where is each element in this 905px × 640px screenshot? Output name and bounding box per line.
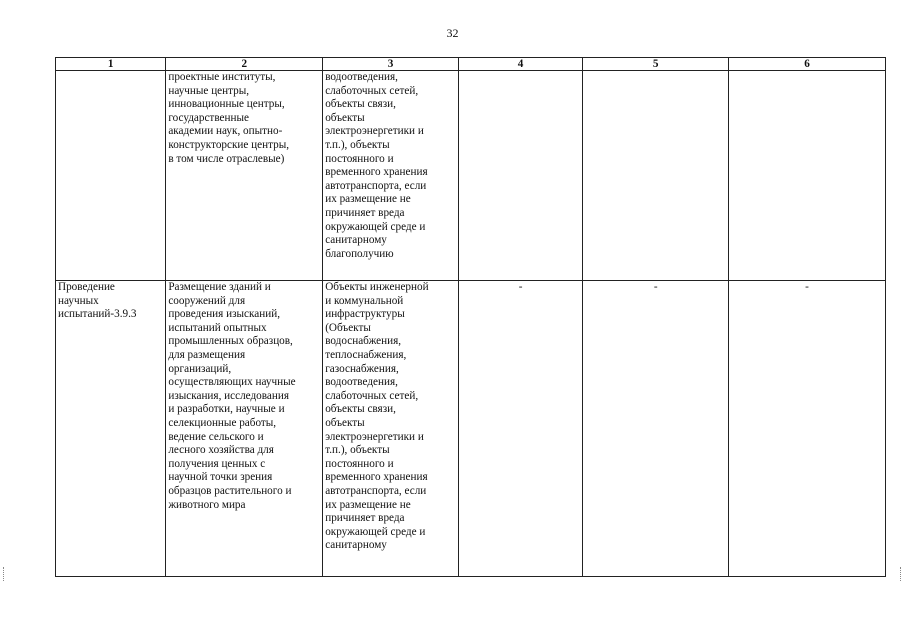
column-header: 1	[56, 58, 166, 71]
table-header-row	[56, 58, 886, 71]
table-cell: проектные институты, научные центры, инновационные центры, государственные академии наук, опытно- конструкторские центры, в том числе отраслевые)	[166, 71, 323, 281]
zoning-table	[55, 57, 886, 577]
table-cell: -	[729, 281, 886, 577]
scan-margin-mark	[900, 567, 903, 581]
table-row	[56, 71, 886, 281]
page-number: 32	[446, 26, 459, 40]
table-cell: Размещение зданий и сооружений для проведения изысканий, испытаний опытных промышленных образцов, для размещения организаций, осуществляющих научные изыскания, исследования и разработки, научные и селекционные работы, ведение сельского и лесного хозяйства для получения ценных с научной точки зрения образцов растительного и животного мира	[166, 281, 323, 577]
table-cell: Объекты инженерной и коммунальной инфраструктуры (Объекты водоснабжения, теплоснабжения, газоснабжения, водоотведения, слаботочных сетей, объекты связи, объекты электроэнергетики и т.п.), объекты постоянного и временного хранения автотранспорта, если их размещение не причиняет вреда окружающей среде и санитарному	[323, 281, 459, 577]
table-row	[56, 281, 886, 577]
table-cell	[56, 71, 166, 281]
column-header: 3	[323, 58, 459, 71]
column-header: 2	[166, 58, 323, 71]
column-header: 6	[729, 58, 886, 71]
column-header: 4	[458, 58, 583, 71]
table-cell: Проведение научных испытаний-3.9.3	[56, 281, 166, 577]
table-cell: водоотведения, слаботочных сетей, объекты связи, объекты электроэнергетики и т.п.), объекты постоянного и временного хранения автотранспорта, если их размещение не причиняет вреда окружающей среде и санитарному благополучию	[323, 71, 459, 281]
table-cell	[458, 71, 583, 281]
table-cell: -	[458, 281, 583, 577]
scan-margin-mark	[3, 567, 6, 581]
column-header: 5	[583, 58, 729, 71]
table-cell	[583, 71, 729, 281]
table-cell	[729, 71, 886, 281]
table-cell: -	[583, 281, 729, 577]
